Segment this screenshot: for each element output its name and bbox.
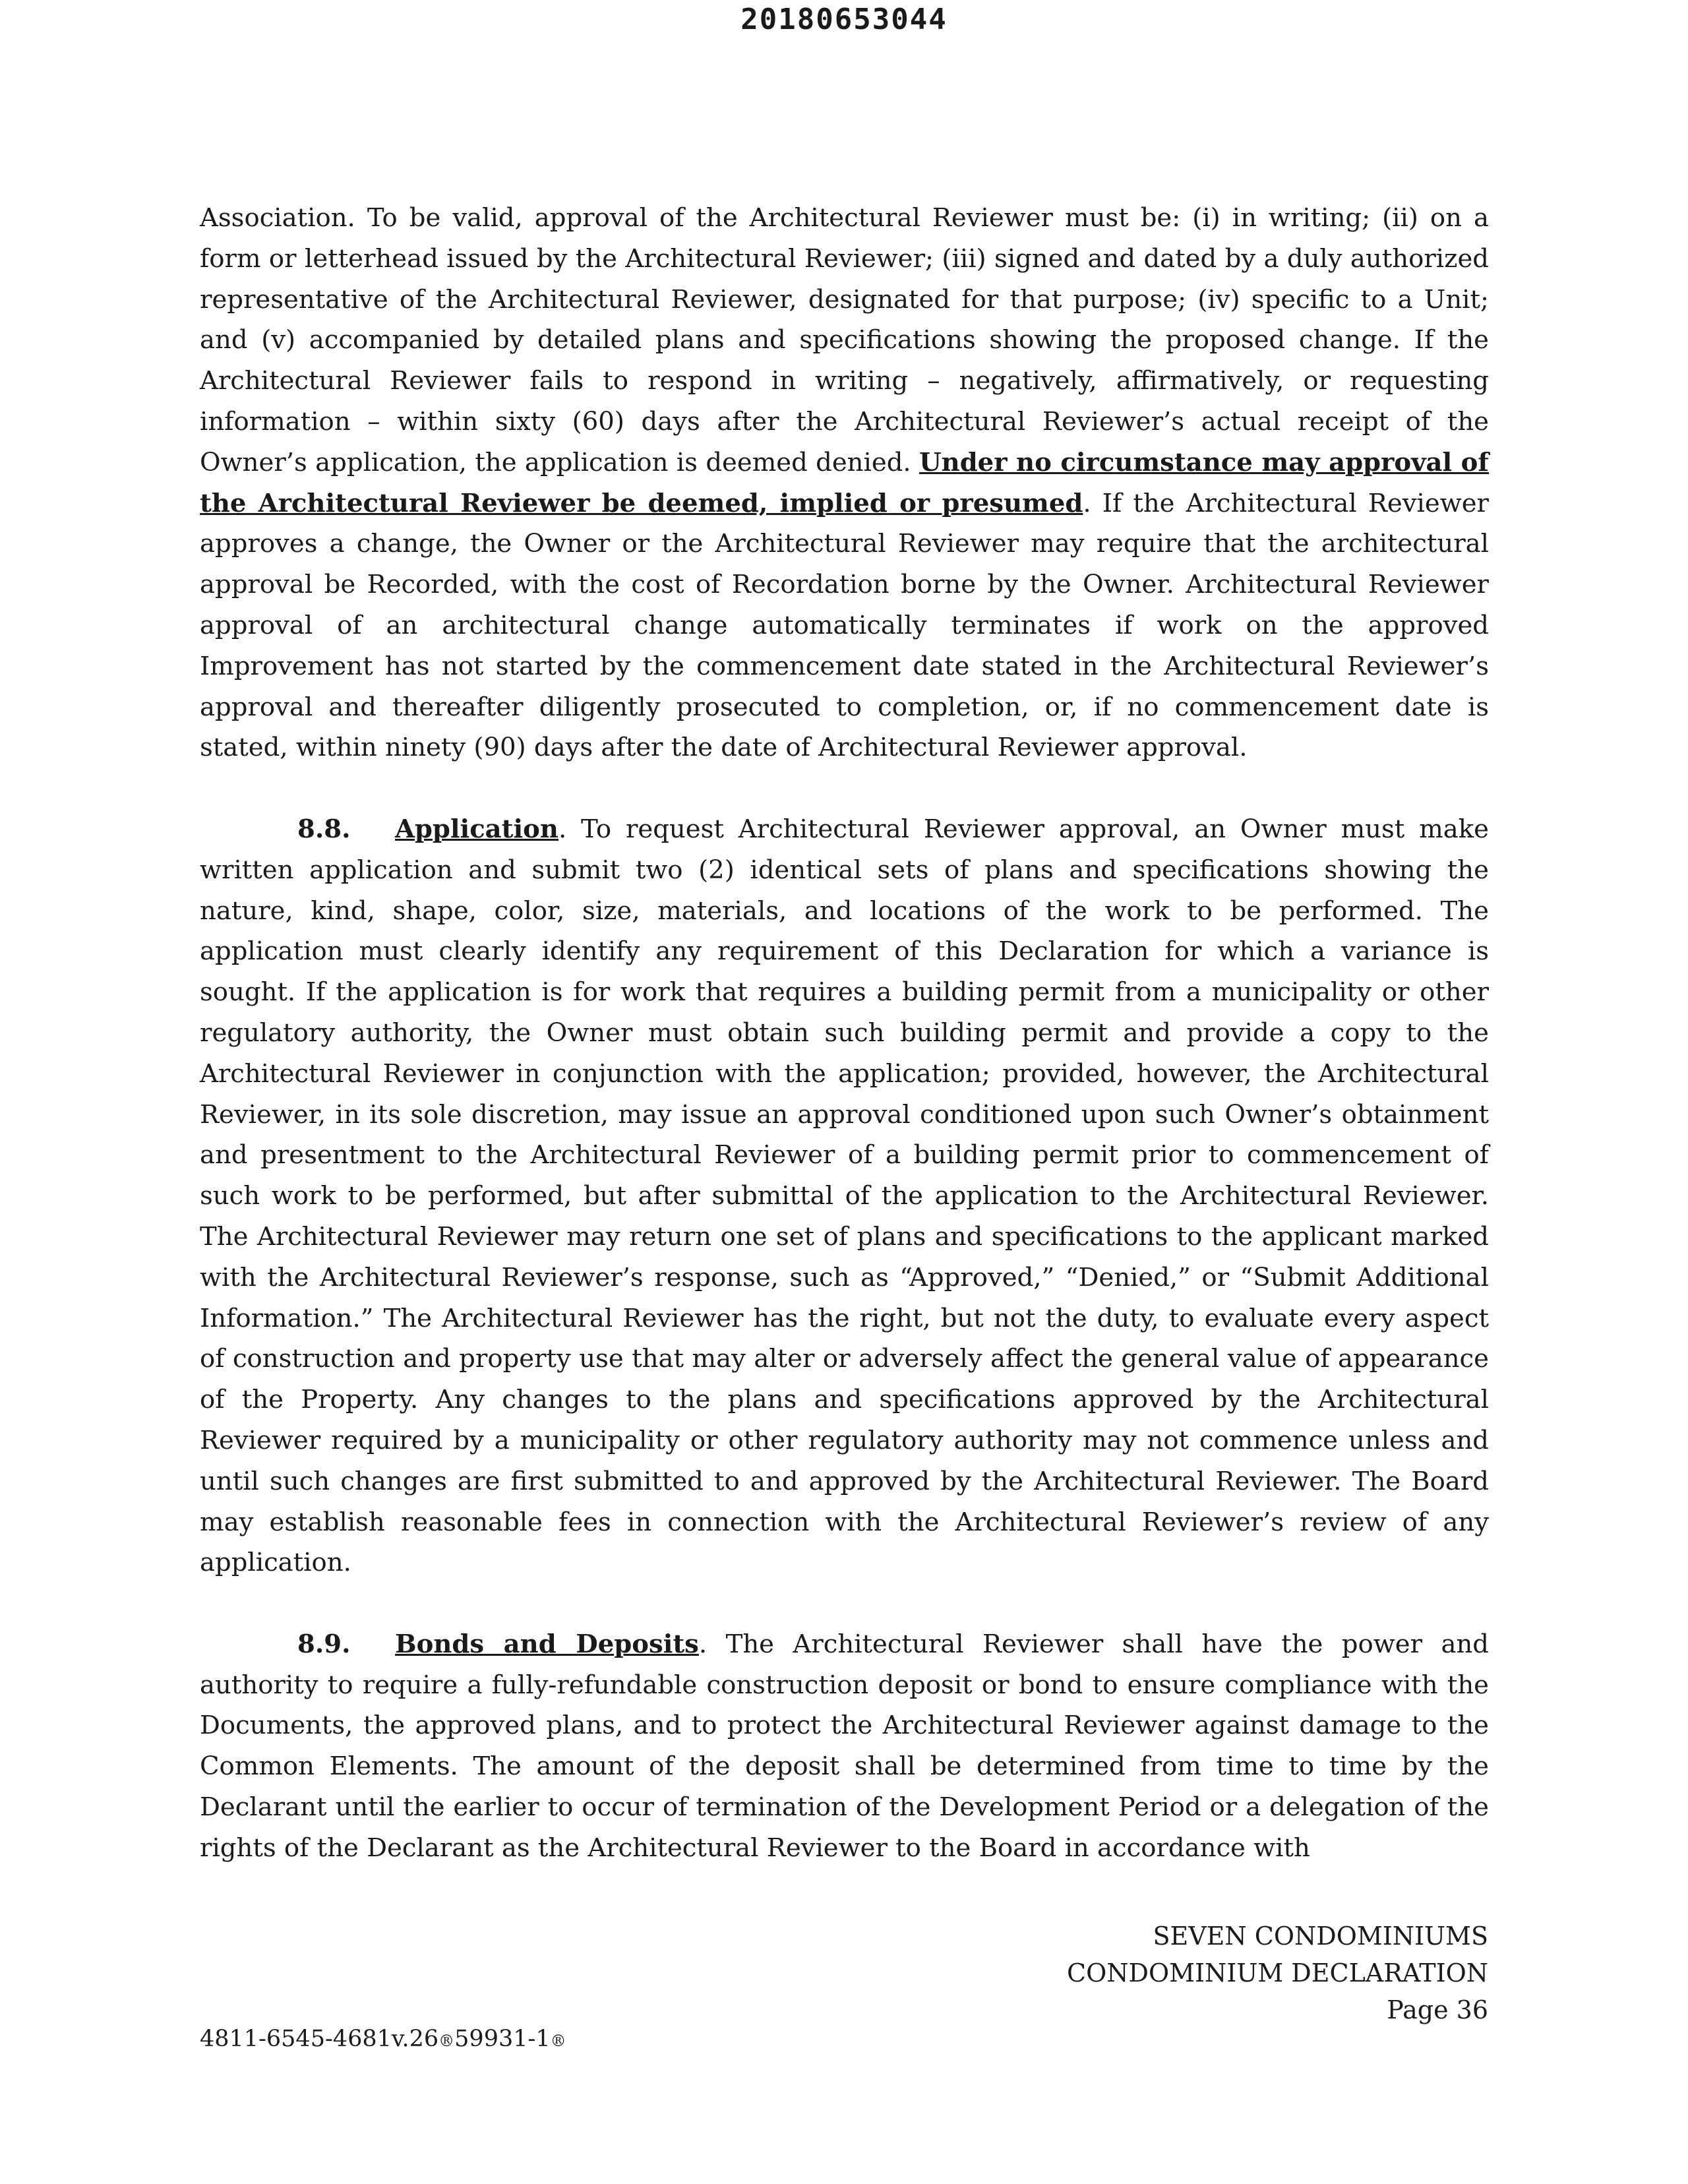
footer-project-name: SEVEN CONDOMINIUMS [1153,1922,1488,1951]
registered-mark: ® [550,2032,566,2050]
section-title: Application [395,814,558,844]
paragraph-text: . If the Architectural Reviewer approves a change, the Owner or the Architectural Reviewer may require that the architectural approval be Recorded, with the cost of Recordation borne by the Owner. Architectural Reviewer approval of an architectural change automatically terminates if work on the approved Improvement has not started by the commencement date stated in the Architectural Reviewer’s approval and thereafter diligently prosecuted to completion, or, if no commencement date is stated, within ninety (90) days after the date of Architectural Reviewer approval. [200,488,1489,763]
paragraph-continuation [200,198,1489,768]
section-title-period: . [558,814,567,844]
section-title-period: . [698,1629,708,1659]
footer-document-title: CONDOMINIUM DECLARATION [1067,1958,1488,1987]
page-footer [1067,1918,1488,2028]
section-number: 8.9. [297,1629,351,1659]
document-id-part: 59931-1 [454,2026,551,2052]
section-8-8 [200,809,1489,1583]
document-id [200,2024,566,2055]
page-number: Page 36 [1387,1995,1488,2024]
document-id-part: 4811-6545-4681v.26 [200,2026,439,2052]
section-text: The Architectural Reviewer shall have the power and authority to require a fully-refundable construction deposit or bond to ensure compliance with the Documents, the approved plans, and to protect the Architectural Reviewer against damage to the Common Elements. The amount of the deposit shall be determined from time to time by the Declarant until the earlier to occur of termination of the Development Period or a delegation of the rights of the Declarant as the Architectural Reviewer to the Board in accordance with [200,1629,1489,1863]
section-title: Bonds and Deposits [395,1629,699,1659]
section-8-9 [200,1624,1489,1869]
recording-number: 20180653044 [740,3,948,36]
section-number: 8.8. [297,814,351,844]
section-text: To request Architectural Reviewer approval, an Owner must make written application and submit two (2) identical sets of plans and specifications showing the nature, kind, shape, color, size, materials, and locations of the work to be performed. The application must clearly identify any requirement of this Declaration for which a variance is sought. If the application is for work that requires a building permit from a municipality or other regulatory authority, the Owner must obtain such building permit and provide a copy to the Architectural Reviewer in conjunction with the application; provided, however, the Architectural Reviewer, in its sole discretion, may issue an approval conditioned upon such Owner’s obtainment and presentment to the Architectural Reviewer of a building permit prior to commencement of such work to be performed, but after submittal of the application to the Architectural Reviewer. The Architectural Reviewer may return one set of plans and specifications to the applicant marked with the Architectural Reviewer’s response, such as “Approved,” “Denied,” or “Submit Additional Information.” The Architectural Reviewer has the right, but not the duty, to evaluate every aspect of construction and property use that may alter or adversely affect the general value of appearance of the Property. Any changes to the plans and specifications approved by the Architectural Reviewer required by a municipality or other regulatory authority may not commence unless and until such changes are first submitted to and approved by the Architectural Reviewer. The Board may establish reasonable fees in connection with the Architectural Reviewer’s review of any application. [200,814,1489,1578]
paragraph-text: Association. To be valid, approval of the Architectural Reviewer must be: (i) in writing; (ii) on a form or letterhead issued by the Architectural Reviewer; (iii) signed and dated by a duly authorized representative of the Architectural Reviewer, designated for that purpose; (iv) specific to a Unit; and (v) accompanied by detailed plans and specifications showing the proposed change. If the Architectural Reviewer fails to respond in writing – negatively, affirmatively, or requesting information – within sixty (60) days after the Architectural Reviewer’s actual receipt of the Owner’s application, the application is deemed denied. [200,203,1489,477]
emphasis-text: Under no circumstance may approval of the Architectural Reviewer be deemed, implied or presumed [200,447,1489,518]
document-body [200,198,1489,1869]
registered-mark: ® [438,2032,455,2050]
